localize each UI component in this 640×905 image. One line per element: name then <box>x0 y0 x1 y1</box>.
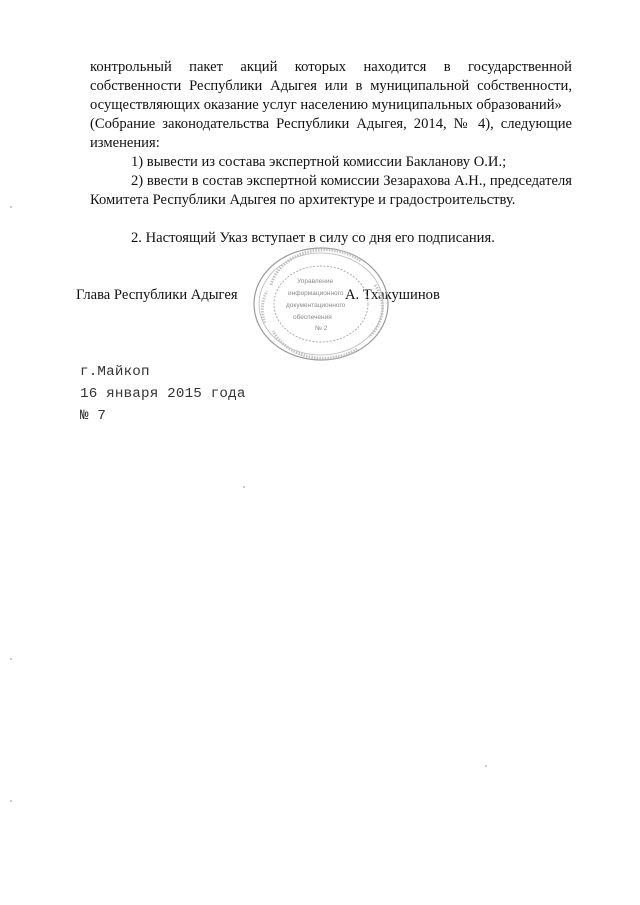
official-seal-stamp <box>251 245 391 363</box>
stamp-line-2: информационного <box>288 290 344 297</box>
scan-speck <box>243 486 245 488</box>
stamp-line-1: Управление <box>297 278 334 285</box>
scan-speck <box>10 206 12 208</box>
signature-name: А. Тхакушинов <box>345 287 440 303</box>
paragraph-line: собственности Республики Адыгея или в муниципальной собственности, <box>90 78 572 94</box>
list-item-2-continued: Комитета Республики Адыгея по архитектуре и градостроительству. <box>90 192 516 208</box>
scan-speck <box>10 658 12 660</box>
paragraph-line: осуществляющих оказание услуг населению муниципальных образований» <box>90 97 562 113</box>
paragraph-line: контрольный пакет акций которых находится в государственной <box>90 59 572 75</box>
place-of-signing: г.Майкоп <box>80 364 150 380</box>
decree-number: № 7 <box>80 408 107 424</box>
list-item-2: 2) ввести в состав экспертной комиссии Зезарахова А.Н., председателя <box>131 173 572 189</box>
scan-speck <box>10 800 12 802</box>
list-item-1: 1) вывести из состава экспертной комиссии Бакланову О.И.; <box>131 154 507 170</box>
signature-title: Глава Республики Адыгея <box>76 287 238 303</box>
stamp-line-4: обеспечения <box>293 314 332 321</box>
stamp-line-3: документационного <box>286 302 346 309</box>
paragraph-line: (Собрание законодательства Республики Адыгея, 2014, № 4), следующие <box>90 116 572 132</box>
paragraph-line: изменения: <box>90 135 160 151</box>
scan-speck <box>485 765 487 767</box>
stamp-line-5: № 2 <box>315 325 328 332</box>
clause-2: 2. Настоящий Указ вступает в силу со дня его подписания. <box>131 230 495 246</box>
signing-date: 16 января 2015 года <box>80 386 246 402</box>
